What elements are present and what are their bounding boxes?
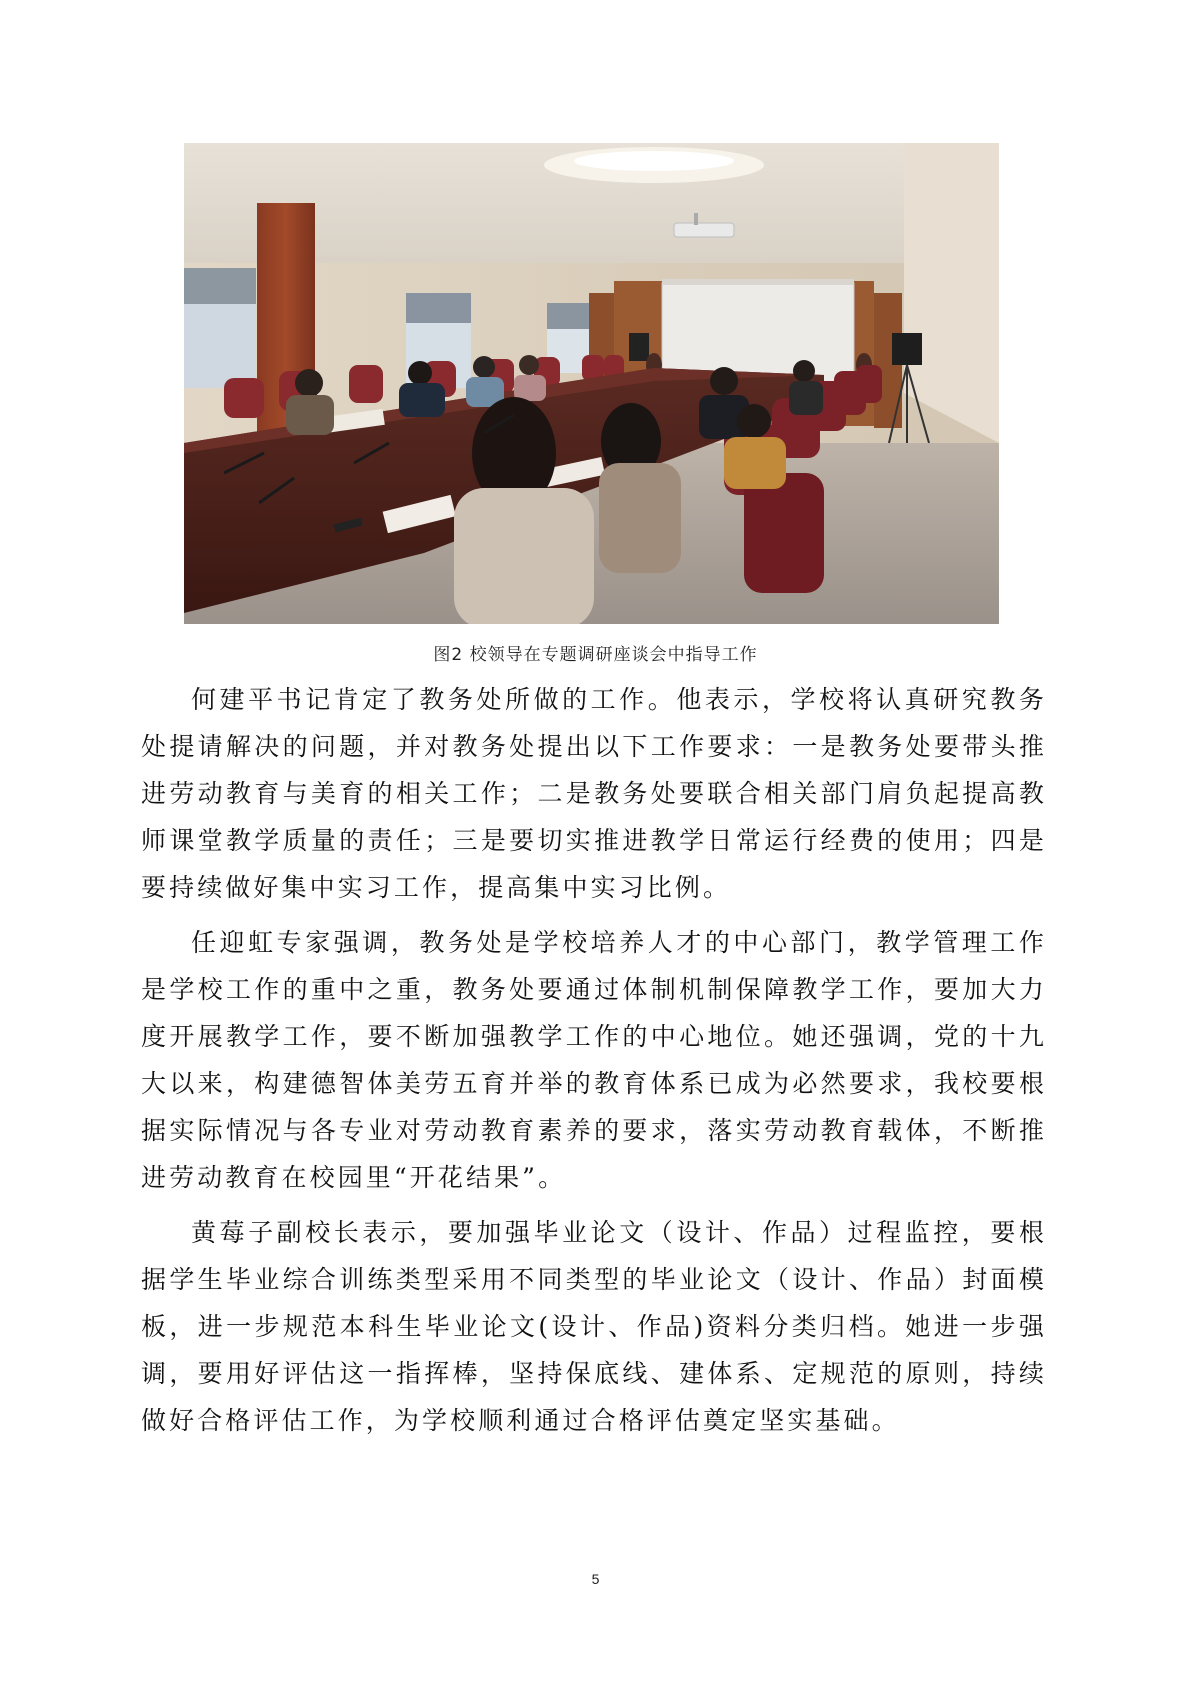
meeting-photo [184,143,999,624]
paragraph-secretary-remarks: 何建平书记肯定了教务处所做的工作。他表示，学校将认真研究教务处提请解决的问题，并对教务处提出以下工作要求：一是教务处要带头推进劳动教育与美育的相关工作；二是教务处要联合相关部门肩负起提高教师课堂教学质量的责任；三是要切实推进教学日常运行经费的使用；四是要持续做好集中实习工作，提高集中实习比例。 [141,685,1047,902]
figure-caption: 图2 校领导在专题调研座谈会中指导工作 [433,645,758,665]
paragraph-expert-remarks: 任迎虹专家强调，教务处是学校培养人才的中心部门，教学管理工作是学校工作的重中之重，教务处要通过体制机制保障教学工作，要加大力度开展教学工作，要不断加强教学工作的中心地位。她还强调，党的十九大以来，构建德智体美劳五育并举的教育体系已成为必然要求，我校要根据实际情况与各专业对劳动教育素养的要求，落实劳动教育载体，不断推进劳动教育在校园里“开花结果”。 [141,928,1047,1192]
paragraph-vice-president-remarks: 黄莓子副校长表示，要加强毕业论文（设计、作品）过程监控，要根据学生毕业综合训练类型采用不同类型的毕业论文（设计、作品）封面模板，进一步规范本科生毕业论文(设计、作品)资料分类归档。她进一步强调，要用好评估这一指挥棒，坚持保底线、建体系、定规范的原则，持续做好合格评估工作，为学校顺利通过合格评估奠定坚实基础。 [141,1218,1047,1435]
page-number: 5 [591,1571,600,1587]
article-body [141,676,1047,1452]
